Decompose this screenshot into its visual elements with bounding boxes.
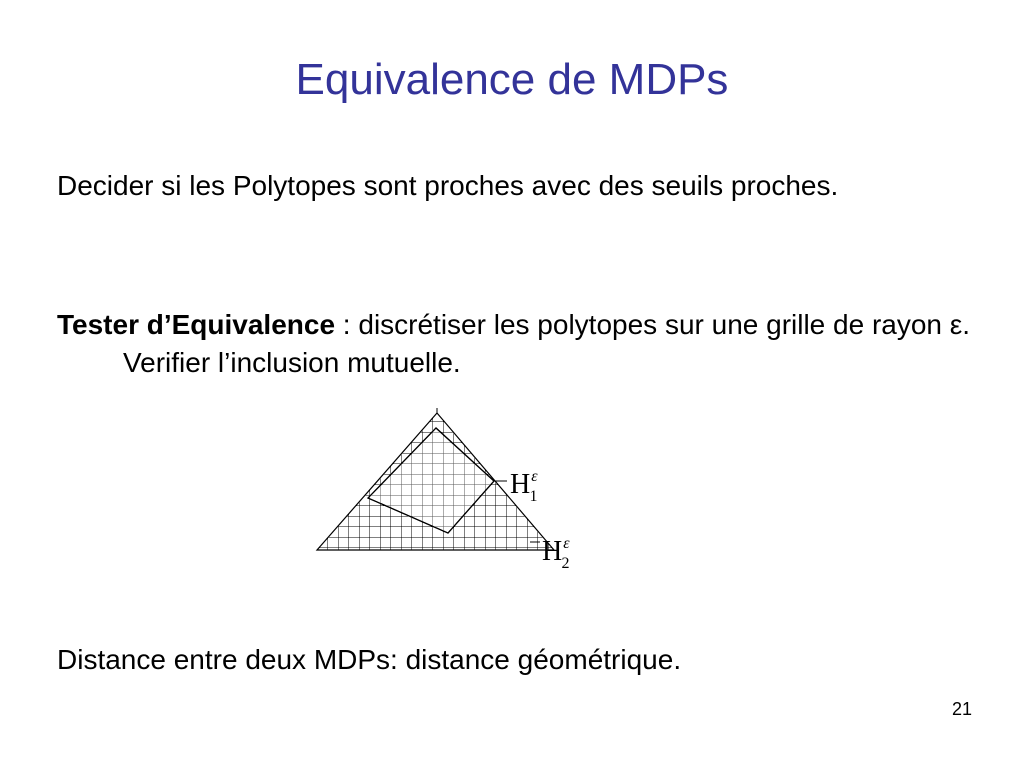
label-h1: $H^\varepsilon$ 1: [510, 468, 538, 505]
equivalence-test-heading: Tester d’Equivalence: [57, 309, 336, 340]
paragraph-equivalence-test: [57, 306, 1023, 382]
equivalence-test-text: : discrétiser les polytopes sur une grille de rayon ε. Verifier l’inclusion mutuelle.: [123, 309, 971, 378]
paragraph-distance: Distance entre deux MDPs: distance géométrique.: [57, 644, 682, 675]
slide-title: Equivalence de MDPs: [295, 55, 729, 104]
polytope-grid-diagram: [310, 408, 600, 588]
page-number: 21: [951, 699, 972, 719]
paragraph-polytopes: Decider si les Polytopes sont proches avec des seuils proches.: [57, 170, 839, 201]
label-h2: $H^\varepsilon$ 2: [542, 535, 570, 572]
